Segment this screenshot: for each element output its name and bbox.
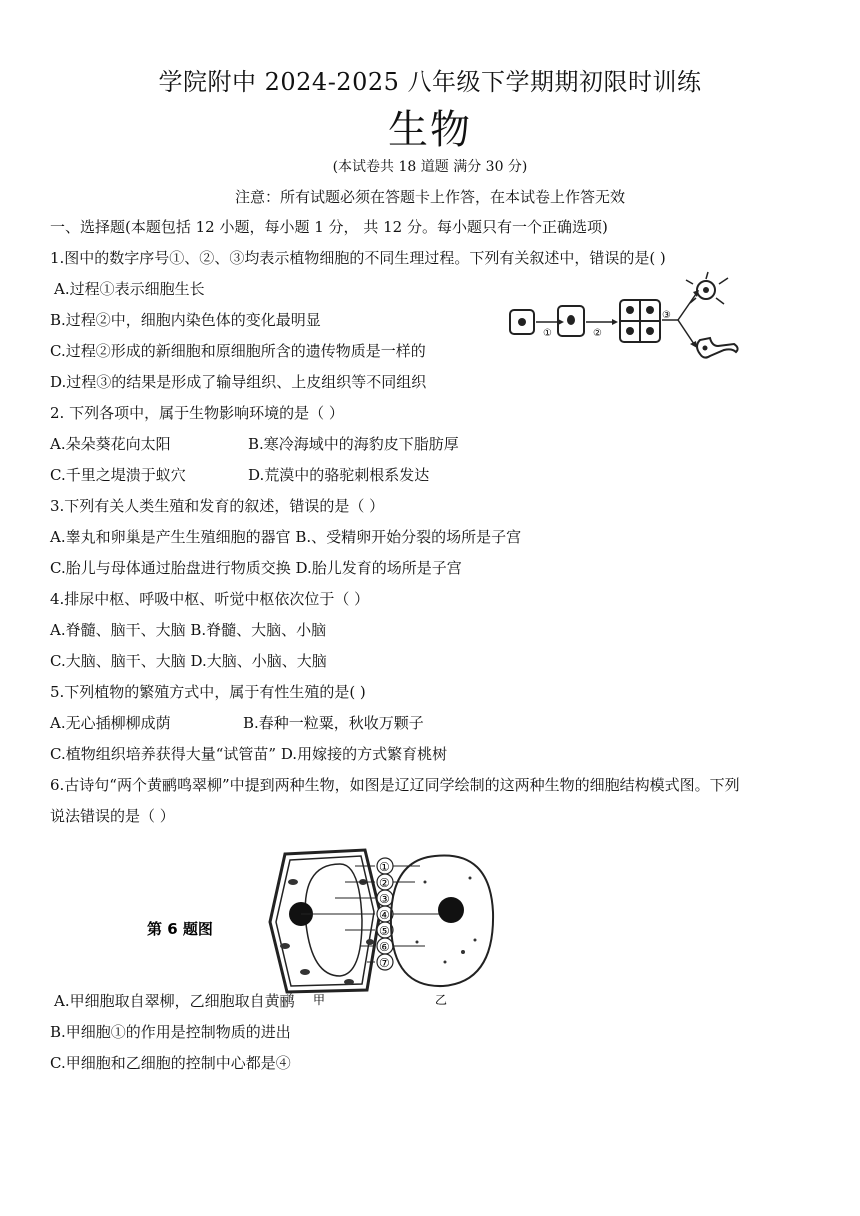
- process-label-1: ①: [543, 328, 552, 339]
- question-6-option-a: A.甲细胞取自翠柳，乙细胞取自黄鹂: [54, 992, 295, 1010]
- cell-process-figure: [500, 270, 750, 370]
- question-2-stem: 2. 下列各项中，属于生物影响环境的是（ ）: [50, 404, 344, 422]
- cell-structure-figure: [135, 842, 500, 1007]
- question-1-stem: 1.图中的数字序号①、②、③均表示植物细胞的不同生理过程。下列有关叙述中，错误的是( ): [50, 249, 666, 267]
- question-2-option-d: D.荒漠中的骆驼刺根系发达: [248, 466, 430, 484]
- question-5-stem: 5.下列植物的繁殖方式中，属于有性生殖的是( ): [50, 683, 366, 701]
- question-1-option-c: C.过程②形成的新细胞和原细胞所含的遗传物质是一样的: [50, 342, 426, 360]
- exam-notice: 注意：所有试题必须在答题卡上作答，在本试卷上作答无效: [234, 188, 625, 206]
- question-2-option-a: A.朵朵葵花向太阳: [50, 435, 171, 453]
- svg-text:⑦: ⑦: [379, 956, 390, 970]
- school-title: 学院附中 2024-2025 八年级下学期期初限时训练: [158, 68, 702, 96]
- question-6-option-b: B.甲细胞①的作用是控制物质的进出: [50, 1023, 291, 1041]
- svg-text:④: ④: [379, 908, 390, 922]
- question-1-option-d: D.过程③的结果是形成了输导组织、上皮组织等不同组织: [50, 373, 427, 391]
- vacuole: [305, 864, 362, 976]
- question-3-options-cd: C.胎儿与母体通过胎盘进行物质交换 D.胎儿发育的场所是子宫: [50, 559, 462, 577]
- animal-nucleus: [438, 897, 464, 923]
- question-3-stem: 3.下列有关人类生殖和发育的叙述，错误的是（ ）: [50, 497, 385, 515]
- svg-text:②: ②: [379, 876, 390, 890]
- svg-text:⑤: ⑤: [379, 924, 390, 938]
- svg-text:③: ③: [379, 892, 390, 906]
- exam-info: (本试卷共 18 道题 满分 30 分): [332, 159, 528, 175]
- question-6-stem-line2: 说法错误的是（ ）: [50, 807, 175, 825]
- figure-caption: 第 6 题图: [147, 920, 213, 938]
- question-4-options-cd: C.大脑、脑干、大脑 D.大脑、小脑、大脑: [50, 652, 327, 670]
- section-heading: 一、选择题(本题包括 12 小题，每小题 1 分， 共 12 分。每小题只有一个正确选项): [50, 218, 608, 236]
- question-2-option-c: C.千里之堤溃于蚁穴: [50, 466, 186, 484]
- question-5-option-a: A.无心插柳柳成荫: [50, 714, 171, 732]
- question-1-option-a: A.过程①表示细胞生长: [54, 280, 205, 298]
- question-5-option-b: B.春种一粒粟，秋收万颗子: [243, 714, 424, 732]
- figure-label-yi: 乙: [435, 993, 448, 1007]
- animal-cell: [391, 855, 493, 986]
- question-1-option-b: B.过程②中，细胞内染色体的变化最明显: [50, 311, 321, 329]
- svg-text:①: ①: [379, 860, 390, 874]
- question-2-option-b: B.寒冷海域中的海豹皮下脂肪厚: [248, 435, 459, 453]
- process-label-2: ②: [593, 328, 602, 339]
- question-6-option-c: C.甲细胞和乙细胞的控制中心都是④: [50, 1054, 291, 1072]
- question-6-stem-line1: 6.古诗句“两个黄鹂鸣翠柳”中提到两种生物，如图是辽辽同学绘制的这两种生物的细胞结构模式图。下列: [50, 776, 740, 794]
- question-3-options-ab: A.睾丸和卵巢是产生生殖细胞的器官 B.、受精卵开始分裂的场所是子宫: [50, 528, 522, 546]
- question-4-options-ab: A.脊髓、脑干、大脑 B.脊髓、大脑、小脑: [50, 621, 327, 639]
- figure-label-jia: 甲: [313, 993, 326, 1007]
- svg-text:⑥: ⑥: [379, 940, 390, 954]
- question-5-options-cd: C.植物组织培养获得大量“试管苗” D.用嫁接的方式繁育桃树: [50, 745, 448, 763]
- question-4-stem: 4.排尿中枢、呼吸中枢、听觉中枢依次位于（ ）: [50, 590, 370, 608]
- subject-title: 生物: [388, 107, 472, 153]
- process-label-3: ③: [662, 310, 671, 321]
